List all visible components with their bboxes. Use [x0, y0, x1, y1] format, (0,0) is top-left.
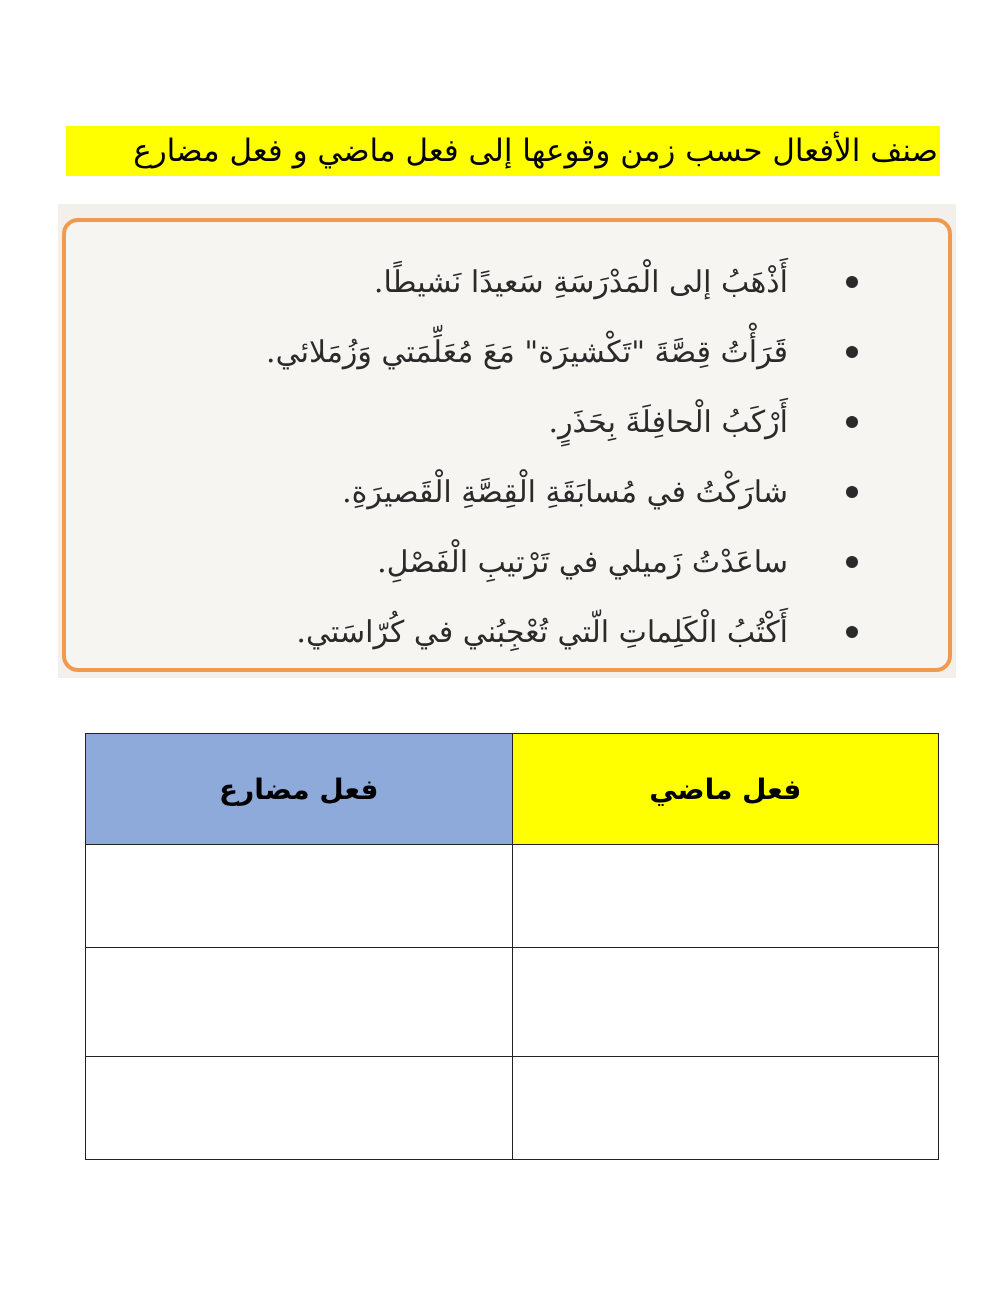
sentence-text: ساعَدْتُ زَميلي في تَرْتيبِ الْفَصْلِ.	[377, 545, 788, 580]
sentence-item	[66, 318, 948, 388]
sentence-list	[66, 248, 948, 668]
bullet-icon	[846, 346, 858, 358]
table-row	[86, 845, 939, 948]
present-tense-header: فعل مضارع	[86, 734, 513, 845]
sentence-item	[66, 528, 948, 598]
sentence-text: قَرَأْتُ قِصَّةَ "تَكْشيرَة" مَعَ مُعَلِّمَتي وَزُمَلائي.	[266, 335, 788, 370]
present-answer-cell[interactable]	[86, 948, 513, 1057]
past-tense-header: فعل ماضي	[512, 734, 939, 845]
bullet-icon	[846, 626, 858, 638]
table-header-row	[86, 734, 939, 845]
sentence-item	[66, 248, 948, 318]
sentences-box	[62, 218, 952, 672]
sentence-item	[66, 388, 948, 458]
past-answer-cell[interactable]	[512, 948, 939, 1057]
table-row	[86, 948, 939, 1057]
sentence-text: أَكْتُبُ الْكَلِماتِ الّتي تُعْجِبُني في كُرّاسَتي.	[296, 615, 788, 650]
past-answer-cell[interactable]	[512, 845, 939, 948]
bullet-icon	[846, 556, 858, 568]
sentence-item	[66, 458, 948, 528]
present-answer-cell[interactable]	[86, 845, 513, 948]
sentence-text: أَذْهَبُ إلى الْمَدْرَسَةِ سَعيدًا نَشيطًا.	[373, 265, 788, 300]
present-answer-cell[interactable]	[86, 1057, 513, 1160]
bullet-icon	[846, 416, 858, 428]
sentence-text: شارَكْتُ في مُسابَقَةِ الْقِصَّةِ الْقَصيرَةِ.	[342, 475, 788, 510]
past-answer-cell[interactable]	[512, 1057, 939, 1160]
bullet-icon	[846, 486, 858, 498]
bullet-icon	[846, 276, 858, 288]
instruction-title: صنف الأفعال حسب زمن وقوعها إلى فعل ماضي و فعل مضارع	[66, 126, 940, 176]
sentence-text: أَرْكَبُ الْحافِلَةَ بِحَذَرٍ.	[548, 405, 788, 440]
verb-classification-table	[85, 733, 939, 1160]
table-row	[86, 1057, 939, 1160]
sentence-item	[66, 598, 948, 668]
